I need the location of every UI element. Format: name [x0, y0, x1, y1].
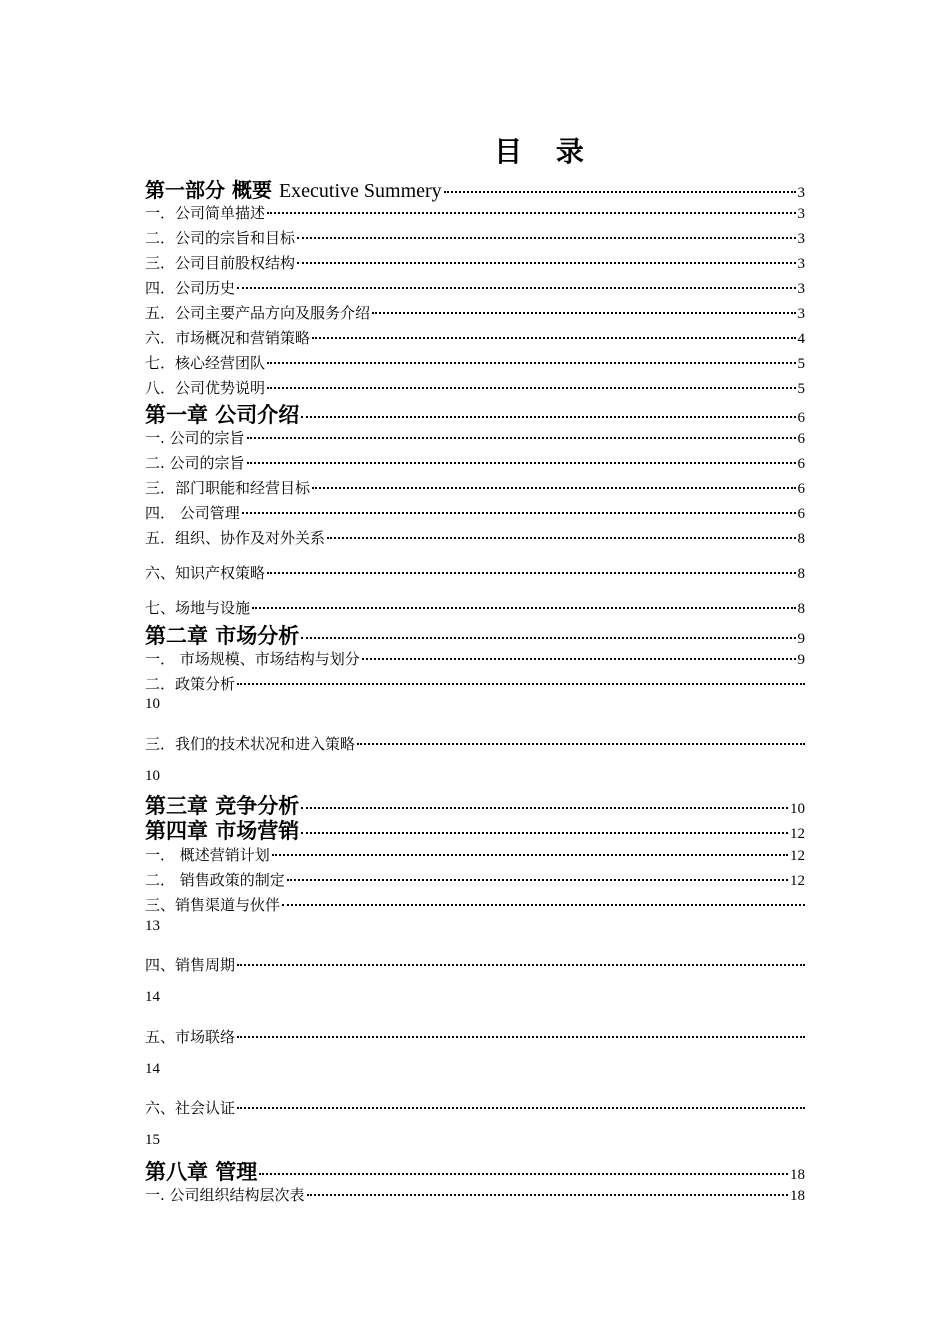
toc-entry-label: 一．公司简单描述	[145, 204, 266, 222]
toc-page-number: 8	[797, 566, 805, 582]
dot-leader	[247, 422, 796, 439]
toc-entry-label: 一． 市场规模、市场结构与划分	[145, 650, 360, 668]
toc-page-number: 14	[145, 989, 160, 1005]
dot-leader	[301, 616, 795, 639]
dot-leader	[272, 839, 788, 856]
toc-entry-label: 第四章 市场营销	[145, 819, 300, 843]
dot-leader	[247, 447, 796, 464]
toc-page-number: 8	[797, 601, 805, 617]
toc-entry-label: 二．政策分析	[145, 675, 236, 693]
toc-entry[interactable]	[145, 672, 805, 694]
toc-page-number: 18	[790, 1167, 805, 1183]
toc-entry[interactable]	[145, 226, 805, 248]
toc-entry-label: 三．部门职能和经营目标	[145, 479, 311, 497]
toc-page-number: 3	[797, 281, 805, 297]
toc-entry[interactable]	[145, 326, 805, 348]
dot-leader	[357, 728, 805, 745]
toc-entry[interactable]	[145, 647, 805, 669]
toc-entry-label: 五、市场联络	[145, 1028, 236, 1046]
toc-entry-label: 七．核心经营团队	[145, 354, 266, 372]
toc-entry[interactable]	[145, 1025, 805, 1047]
toc-entry-label: 三．公司目前股权结构	[145, 254, 296, 272]
toc-entry-label: 第二章 市场分析	[145, 624, 300, 648]
dot-leader	[444, 171, 796, 193]
toc-page-number: 5	[797, 381, 805, 397]
toc-entry-label: 二．公司的宗旨和目标	[145, 229, 296, 247]
toc-entry-label: 第八章 管理	[145, 1160, 258, 1184]
toc-page-number: 8	[797, 531, 805, 547]
toc-entry[interactable]	[145, 732, 805, 754]
toc-entry-label: 二． 销售政策的制定	[145, 871, 285, 889]
toc-page-number: 10	[145, 696, 160, 712]
toc-page-number: 9	[797, 652, 805, 668]
toc-entry[interactable]	[145, 843, 805, 865]
toc-entry-label: 六．市场概况和营销策略	[145, 329, 311, 347]
toc-page-number: 3	[797, 231, 805, 247]
toc-entry-label: 四． 公司管理	[145, 504, 240, 522]
toc-page-number: 3	[797, 306, 805, 322]
dot-leader	[237, 1021, 805, 1038]
toc-entry[interactable]	[145, 868, 805, 890]
dot-leader	[312, 322, 795, 339]
dot-leader	[237, 668, 805, 685]
toc-page-number: 12	[790, 873, 805, 889]
toc-page-number: 14	[145, 1061, 160, 1077]
dot-leader	[267, 347, 795, 364]
dot-leader	[312, 472, 795, 489]
dot-leader	[362, 643, 796, 660]
toc-page-number: 4	[797, 331, 805, 347]
toc-page-number: 12	[790, 848, 805, 864]
toc-page-number: 18	[790, 1188, 805, 1204]
toc-page-number: 12	[790, 826, 805, 842]
dot-leader	[237, 1092, 805, 1109]
toc-entry[interactable]	[145, 301, 805, 323]
toc-entry[interactable]	[145, 1183, 805, 1205]
dot-leader	[372, 297, 795, 314]
toc-entry-label: 第一章 公司介绍	[145, 403, 300, 427]
toc-entry-label: 五．公司主要产品方向及服务介绍	[145, 304, 371, 322]
toc-entry-label: 八．公司优势说明	[145, 379, 266, 397]
dot-leader	[327, 522, 795, 539]
toc-entry-label: 六、知识产权策略	[145, 564, 266, 582]
dot-leader	[259, 1152, 788, 1175]
toc-entry-label: 七、场地与设施	[145, 599, 251, 617]
dot-leader	[237, 272, 795, 289]
dot-leader	[287, 864, 788, 881]
toc-page-number: 6	[797, 410, 805, 426]
dot-leader	[242, 497, 796, 514]
toc-entry[interactable]	[145, 201, 805, 223]
toc-page-number: 15	[145, 1132, 160, 1148]
toc-entry-label: 四．公司历史	[145, 279, 236, 297]
dot-leader	[267, 197, 795, 214]
toc-page-number: 3	[797, 185, 805, 201]
toc-page-number: 6	[797, 506, 805, 522]
dot-leader	[307, 1179, 788, 1196]
toc-entry[interactable]	[145, 561, 805, 583]
toc-entry-label: 四、销售周期	[145, 956, 236, 974]
toc-entry[interactable]	[145, 451, 805, 473]
toc-page-number: 10	[145, 768, 160, 784]
toc-entry[interactable]	[145, 953, 805, 975]
toc-entry[interactable]	[145, 426, 805, 448]
toc-page-number: 9	[797, 631, 805, 647]
dot-leader	[267, 372, 795, 389]
toc-entry-label: 一. 公司的宗旨	[145, 429, 245, 447]
toc-page-number: 3	[797, 256, 805, 272]
toc-page-number: 6	[797, 456, 805, 472]
toc-entry-label: 第一部分 概要 Executive Summery	[145, 178, 442, 202]
toc-page-number: 10	[790, 801, 805, 817]
toc-entry[interactable]	[145, 276, 805, 298]
toc-entry[interactable]	[145, 251, 805, 273]
toc-page-number: 13	[145, 918, 160, 934]
dot-leader	[301, 786, 788, 809]
dot-leader	[237, 949, 805, 966]
toc-entry-label: 六、社会认证	[145, 1099, 236, 1117]
toc-entry-label: 第三章 竞争分析	[145, 794, 300, 818]
toc-page-number: 5	[797, 356, 805, 372]
toc-entry-label: 五．组织、协作及对外关系	[145, 529, 326, 547]
toc-title: 目 录	[494, 135, 596, 168]
toc-page-number: 6	[797, 431, 805, 447]
toc-entry[interactable]	[145, 893, 805, 915]
toc-entry[interactable]	[145, 596, 805, 618]
toc-entry-label: 一. 公司组织结构层次表	[145, 1186, 305, 1204]
dot-leader	[282, 889, 805, 906]
dot-leader	[301, 395, 795, 418]
toc-page-number: 6	[797, 481, 805, 497]
toc-entry-label: 三、销售渠道与伙伴	[145, 896, 281, 914]
toc-entry[interactable]	[145, 351, 805, 373]
toc-entry[interactable]	[145, 526, 805, 548]
toc-entry[interactable]	[145, 476, 805, 498]
toc-entry-label: 三．我们的技术状况和进入策略	[145, 735, 356, 753]
toc-entry[interactable]	[145, 1096, 805, 1118]
toc-entry-label: 二. 公司的宗旨	[145, 454, 245, 472]
dot-leader	[297, 247, 795, 264]
toc-entry[interactable]	[145, 501, 805, 523]
dot-leader	[267, 557, 795, 574]
dot-leader	[297, 222, 795, 239]
dot-leader	[252, 592, 795, 609]
toc-page-number: 3	[797, 206, 805, 222]
toc-entry-label: 一． 概述营销计划	[145, 846, 270, 864]
dot-leader	[301, 811, 788, 834]
